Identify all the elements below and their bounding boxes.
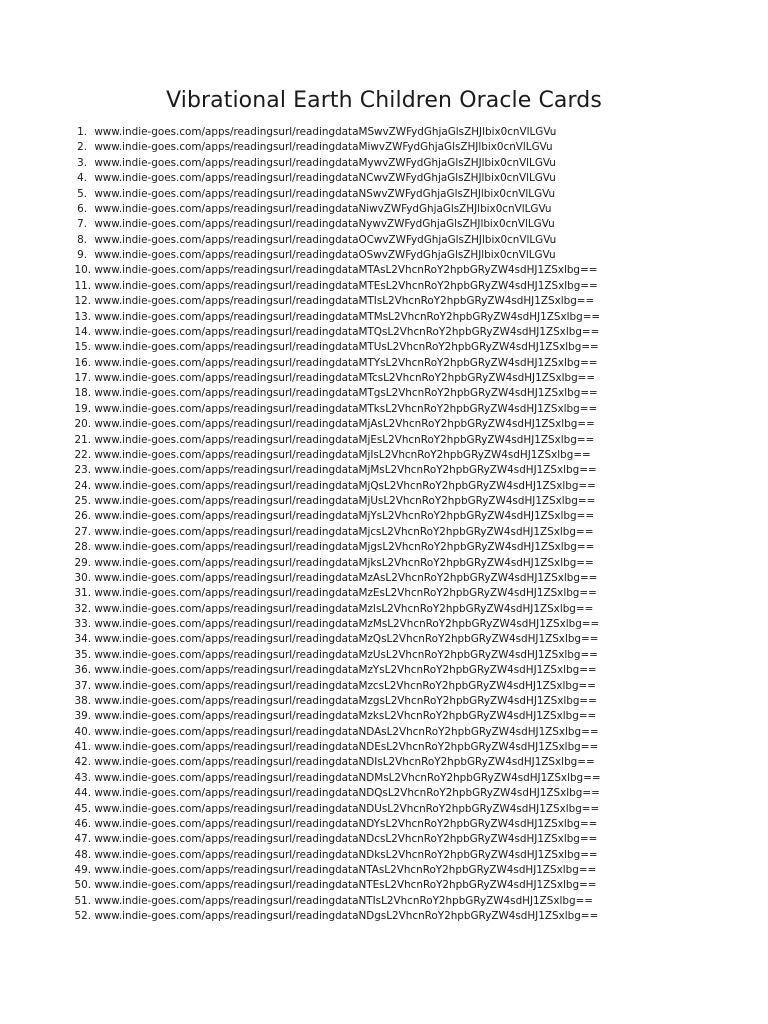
list-item: [72, 679, 752, 694]
list-item: [72, 709, 752, 724]
list-item-url[interactable]: www.indie-goes.com/apps/readingsurl/readingdataNiwvZWFydGhjaGlsZHJlbix0cnVlLGVu: [94, 202, 552, 215]
list-item-number: 24.: [74, 479, 91, 492]
list-item-number: 21.: [74, 433, 91, 446]
list-item: [72, 356, 752, 371]
list-item-number: 50.: [74, 879, 91, 892]
list-item-url[interactable]: www.indie-goes.com/apps/readingsurl/readingdataMSwvZWFydGhjaGlsZHJlbix0cnVlLGVu: [94, 126, 557, 138]
list-item-number: 48.: [74, 848, 91, 861]
list-item-url[interactable]: www.indie-goes.com/apps/readingsurl/readingdataMTcsL2VhcnRoY2hpbGRyZW4sdHJ1ZSxlbg==: [94, 372, 596, 384]
list-item-url[interactable]: www.indie-goes.com/apps/readingsurl/readingdataMTksL2VhcnRoY2hpbGRyZW4sdHJ1ZSxlbg==: [94, 402, 598, 415]
list-item-number: 27.: [74, 525, 91, 538]
list-item-url[interactable]: www.indie-goes.com/apps/readingsurl/readingdataMTQsL2VhcnRoY2hpbGRyZW4sdHJ1ZSxlbg==: [94, 325, 600, 338]
list-item-url[interactable]: www.indie-goes.com/apps/readingsurl/readingdataMzksL2VhcnRoY2hpbGRyZW4sdHJ1ZSxlbg==: [94, 710, 597, 723]
list-item-number: 19.: [74, 402, 91, 415]
list-item-number: 41.: [74, 741, 91, 753]
list-item: [72, 878, 752, 893]
list-item-url[interactable]: www.indie-goes.com/apps/readingsurl/readingdataNTIsL2VhcnRoY2hpbGRyZW4sdHJ1ZSxlbg==: [94, 894, 594, 907]
list-item-number: 35.: [74, 648, 91, 661]
list-item: [72, 279, 752, 294]
list-item-url[interactable]: www.indie-goes.com/apps/readingsurl/readingdataMzMsL2VhcnRoY2hpbGRyZW4sdHJ1ZSxlbg==: [94, 618, 600, 630]
list-item-number: 14.: [74, 325, 91, 338]
list-item-url[interactable]: www.indie-goes.com/apps/readingsurl/readingdataMTUsL2VhcnRoY2hpbGRyZW4sdHJ1ZSxlbg==: [94, 341, 599, 354]
list-item-url[interactable]: www.indie-goes.com/apps/readingsurl/readingdataNDYsL2VhcnRoY2hpbGRyZW4sdHJ1ZSxlbg==: [94, 817, 598, 830]
list-item-url[interactable]: www.indie-goes.com/apps/readingsurl/readingdataNCwvZWFydGhjaGlsZHJlbix0cnVlLGVu: [94, 172, 556, 185]
list-item: [72, 571, 752, 586]
page-title: Vibrational Earth Children Oracle Cards: [166, 88, 602, 113]
list-item: [72, 832, 752, 847]
list-item: [72, 755, 752, 770]
list-item-number: 37.: [74, 679, 91, 692]
list-item-url[interactable]: www.indie-goes.com/apps/readingsurl/readingdataNDQsL2VhcnRoY2hpbGRyZW4sdHJ1ZSxlbg==: [94, 787, 600, 800]
list-item: [72, 125, 752, 140]
list-item-url[interactable]: www.indie-goes.com/apps/readingsurl/readingdataMzgsL2VhcnRoY2hpbGRyZW4sdHJ1ZSxlbg==: [94, 694, 597, 707]
list-item-url[interactable]: www.indie-goes.com/apps/readingsurl/readingdataMzcsL2VhcnRoY2hpbGRyZW4sdHJ1ZSxlbg==: [94, 679, 596, 692]
list-item-url[interactable]: www.indie-goes.com/apps/readingsurl/readingdataMTAsL2VhcnRoY2hpbGRyZW4sdHJ1ZSxlbg==: [94, 264, 598, 277]
list-item: [72, 433, 752, 448]
list-item-number: 47.: [74, 833, 91, 846]
list-item-url[interactable]: www.indie-goes.com/apps/readingsurl/readingdataNTEsL2VhcnRoY2hpbGRyZW4sdHJ1ZSxlbg==: [94, 879, 597, 892]
list-item-url[interactable]: www.indie-goes.com/apps/readingsurl/readingdataMjgsL2VhcnRoY2hpbGRyZW4sdHJ1ZSxlbg==: [94, 541, 595, 554]
list-item-number: 33.: [74, 618, 91, 630]
list-item-url[interactable]: www.indie-goes.com/apps/readingsurl/readingdataMjksL2VhcnRoY2hpbGRyZW4sdHJ1ZSxlbg==: [94, 556, 594, 569]
list-item-number: 10.: [74, 264, 91, 277]
list-item-number: 17.: [74, 372, 91, 384]
list-item-url[interactable]: www.indie-goes.com/apps/readingsurl/readingdataMjIsL2VhcnRoY2hpbGRyZW4sdHJ1ZSxlbg==: [94, 448, 591, 461]
list-item-url[interactable]: www.indie-goes.com/apps/readingsurl/readingdataMjYsL2VhcnRoY2hpbGRyZW4sdHJ1ZSxlbg==: [94, 510, 595, 523]
list-item: [72, 802, 752, 817]
list-item-number: 40.: [74, 725, 91, 738]
list-item: [72, 725, 752, 740]
list-item: [72, 463, 752, 478]
list-item-number: 46.: [74, 817, 91, 830]
list-item-url[interactable]: www.indie-goes.com/apps/readingsurl/readingdataMTIsL2VhcnRoY2hpbGRyZW4sdHJ1ZSxlbg==: [94, 295, 595, 308]
list-item: [72, 817, 752, 832]
list-item: [72, 417, 752, 432]
list-item-number: 18.: [74, 387, 91, 400]
list-item-number: 45.: [74, 802, 91, 815]
list-item: [72, 863, 752, 878]
list-item: [72, 540, 752, 555]
list-item-number: 2.: [77, 141, 87, 154]
list-item: [72, 340, 752, 355]
list-item-number: 4.: [77, 172, 87, 185]
list-item-url[interactable]: www.indie-goes.com/apps/readingsurl/readingdataNDUsL2VhcnRoY2hpbGRyZW4sdHJ1ZSxlbg==: [94, 802, 600, 815]
list-item-url[interactable]: www.indie-goes.com/apps/readingsurl/readingdataMzUsL2VhcnRoY2hpbGRyZW4sdHJ1ZSxlbg==: [94, 648, 598, 661]
list-item-number: 28.: [74, 541, 91, 554]
list-item: [72, 202, 752, 217]
list-item: [72, 909, 752, 924]
list-item-url[interactable]: www.indie-goes.com/apps/readingsurl/readingdataMjAsL2VhcnRoY2hpbGRyZW4sdHJ1ZSxlbg==: [94, 418, 595, 431]
list-item-number: 51.: [74, 894, 91, 907]
list-item-url[interactable]: www.indie-goes.com/apps/readingsurl/readingdataMTMsL2VhcnRoY2hpbGRyZW4sdHJ1ZSxlbg==: [94, 310, 601, 323]
list-item-number: 22.: [74, 448, 91, 461]
list-item-number: 52.: [74, 910, 91, 923]
list-item-number: 1.: [77, 126, 87, 138]
list-item: [72, 632, 752, 647]
list-item-number: 8.: [77, 233, 87, 246]
list-item: [72, 217, 752, 232]
list-item-url[interactable]: www.indie-goes.com/apps/readingsurl/readingdataMjMsL2VhcnRoY2hpbGRyZW4sdHJ1ZSxlbg==: [94, 464, 597, 477]
list-item-url[interactable]: www.indie-goes.com/apps/readingsurl/readingdataMTEsL2VhcnRoY2hpbGRyZW4sdHJ1ZSxlbg==: [94, 279, 598, 292]
list-item-number: 20.: [74, 418, 91, 431]
list-item: [72, 556, 752, 571]
list-item: [72, 786, 752, 801]
list-item-url[interactable]: www.indie-goes.com/apps/readingsurl/readingdataMzQsL2VhcnRoY2hpbGRyZW4sdHJ1ZSxlbg==: [94, 633, 599, 646]
list-item-number: 11.: [74, 279, 91, 292]
list-item-url[interactable]: www.indie-goes.com/apps/readingsurl/readingdataNDMsL2VhcnRoY2hpbGRyZW4sdHJ1ZSxlbg==: [94, 771, 601, 784]
list-item-number: 12.: [74, 295, 91, 308]
list-item-url[interactable]: www.indie-goes.com/apps/readingsurl/readingdataMzYsL2VhcnRoY2hpbGRyZW4sdHJ1ZSxlbg==: [94, 664, 597, 677]
list-item-url[interactable]: www.indie-goes.com/apps/readingsurl/readingdataOCwvZWFydGhjaGlsZHJlbix0cnVlLGVu: [94, 233, 557, 246]
list-item: [72, 140, 752, 155]
list-item-number: 32.: [74, 602, 91, 615]
list-item-number: 30.: [74, 571, 91, 584]
list-item: [72, 233, 752, 248]
list-item: [72, 586, 752, 601]
list-item: [72, 386, 752, 401]
url-list: [72, 125, 752, 925]
list-item-number: 34.: [74, 633, 91, 646]
list-item-url[interactable]: www.indie-goes.com/apps/readingsurl/readingdataNTAsL2VhcnRoY2hpbGRyZW4sdHJ1ZSxlbg==: [94, 864, 597, 876]
list-item-number: 26.: [74, 510, 91, 523]
list-item-number: 3.: [77, 156, 87, 169]
list-item-number: 49.: [74, 864, 91, 876]
list-item: [72, 248, 752, 263]
list-item-number: 43.: [74, 771, 91, 784]
list-item: [72, 294, 752, 309]
list-item-number: 13.: [74, 310, 91, 323]
list-item-number: 36.: [74, 664, 91, 677]
list-item-number: 25.: [74, 495, 91, 507]
list-item-number: 29.: [74, 556, 91, 569]
list-item-number: 39.: [74, 710, 91, 723]
list-item: [72, 187, 752, 202]
list-item-url[interactable]: www.indie-goes.com/apps/readingsurl/readingdataMywvZWFydGhjaGlsZHJlbix0cnVlLGVu: [94, 156, 556, 169]
list-item-url[interactable]: www.indie-goes.com/apps/readingsurl/readingdataNDIsL2VhcnRoY2hpbGRyZW4sdHJ1ZSxlbg==: [94, 756, 595, 769]
list-item-number: 6.: [77, 202, 87, 215]
list-item-url[interactable]: www.indie-goes.com/apps/readingsurl/readingdataNywvZWFydGhjaGlsZHJlbix0cnVlLGVu: [94, 218, 555, 231]
list-item-number: 23.: [74, 464, 91, 477]
list-item-url[interactable]: www.indie-goes.com/apps/readingsurl/readingdataMjQsL2VhcnRoY2hpbGRyZW4sdHJ1ZSxlbg==: [94, 479, 596, 492]
list-item-url[interactable]: www.indie-goes.com/apps/readingsurl/readingdataNDcsL2VhcnRoY2hpbGRyZW4sdHJ1ZSxlbg==: [94, 833, 598, 846]
list-item: [72, 156, 752, 171]
list-item: [72, 509, 752, 524]
list-item: [72, 402, 752, 417]
list-item: [72, 740, 752, 755]
list-item-url[interactable]: www.indie-goes.com/apps/readingsurl/readingdataNDEsL2VhcnRoY2hpbGRyZW4sdHJ1ZSxlbg==: [94, 741, 599, 753]
list-item: [72, 479, 752, 494]
list-item-url[interactable]: www.indie-goes.com/apps/readingsurl/readingdataNSwvZWFydGhjaGlsZHJlbix0cnVlLGVu: [94, 187, 556, 200]
list-item-number: 15.: [74, 341, 91, 354]
list-item: [72, 663, 752, 678]
list-item: [72, 617, 752, 632]
list-item-url[interactable]: www.indie-goes.com/apps/readingsurl/readingdataOSwvZWFydGhjaGlsZHJlbix0cnVlLGVu: [94, 249, 556, 261]
list-item-number: 44.: [74, 787, 91, 800]
list-item: [72, 848, 752, 863]
list-item: [72, 171, 752, 186]
list-item-url[interactable]: www.indie-goes.com/apps/readingsurl/readingdataMTgsL2VhcnRoY2hpbGRyZW4sdHJ1ZSxlbg==: [94, 387, 598, 400]
list-item-number: 7.: [77, 218, 87, 231]
list-item-number: 16.: [74, 356, 91, 369]
list-item: [72, 448, 752, 463]
list-item-url[interactable]: www.indie-goes.com/apps/readingsurl/readingdataMjEsL2VhcnRoY2hpbGRyZW4sdHJ1ZSxlbg==: [94, 433, 595, 446]
list-item: [72, 602, 752, 617]
list-item: [72, 263, 752, 278]
list-item-number: 31.: [74, 587, 91, 600]
list-item-number: 5.: [77, 187, 87, 200]
list-item: [72, 494, 752, 509]
list-item: [72, 325, 752, 340]
list-item: [72, 694, 752, 709]
list-item-url[interactable]: www.indie-goes.com/apps/readingsurl/readingdataMjUsL2VhcnRoY2hpbGRyZW4sdHJ1ZSxlbg==: [94, 495, 596, 507]
list-item-url[interactable]: www.indie-goes.com/apps/readingsurl/readingdataNDgsL2VhcnRoY2hpbGRyZW4sdHJ1ZSxlbg==: [94, 910, 599, 923]
list-item-number: 42.: [74, 756, 91, 769]
list-item: [72, 525, 752, 540]
list-item-url[interactable]: www.indie-goes.com/apps/readingsurl/readingdataNDAsL2VhcnRoY2hpbGRyZW4sdHJ1ZSxlbg==: [94, 725, 599, 738]
list-item: [72, 310, 752, 325]
list-item-url[interactable]: www.indie-goes.com/apps/readingsurl/readingdataMzIsL2VhcnRoY2hpbGRyZW4sdHJ1ZSxlbg==: [94, 602, 594, 615]
list-item: [72, 371, 752, 386]
list-item-url[interactable]: www.indie-goes.com/apps/readingsurl/readingdataNDksL2VhcnRoY2hpbGRyZW4sdHJ1ZSxlbg==: [94, 848, 598, 861]
list-item-url[interactable]: www.indie-goes.com/apps/readingsurl/readingdataMjcsL2VhcnRoY2hpbGRyZW4sdHJ1ZSxlbg==: [94, 525, 594, 538]
list-item-number: 38.: [74, 694, 91, 707]
list-item: [72, 894, 752, 909]
list-item: [72, 771, 752, 786]
list-item-url[interactable]: www.indie-goes.com/apps/readingsurl/readingdataMzAsL2VhcnRoY2hpbGRyZW4sdHJ1ZSxlbg==: [94, 571, 598, 584]
list-item-url[interactable]: www.indie-goes.com/apps/readingsurl/readingdataMzEsL2VhcnRoY2hpbGRyZW4sdHJ1ZSxlbg==: [94, 587, 597, 600]
list-item: [72, 648, 752, 663]
list-item-url[interactable]: www.indie-goes.com/apps/readingsurl/readingdataMiwvZWFydGhjaGlsZHJlbix0cnVlLGVu: [94, 141, 553, 154]
list-item-number: 9.: [77, 249, 87, 261]
list-item-url[interactable]: www.indie-goes.com/apps/readingsurl/readingdataMTYsL2VhcnRoY2hpbGRyZW4sdHJ1ZSxlbg==: [94, 356, 598, 369]
